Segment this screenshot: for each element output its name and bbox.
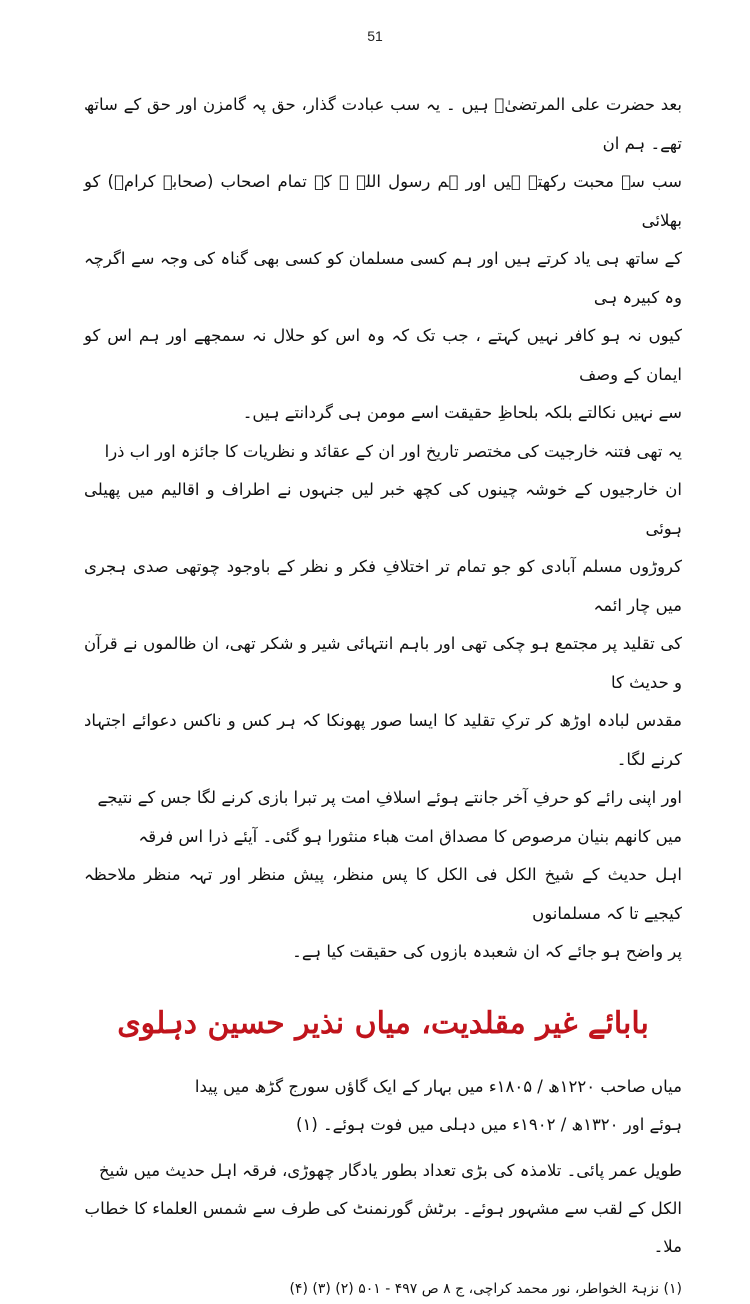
page-number: 51 (367, 28, 383, 44)
text-line: ان خارجیوں کے خوشہ چینوں کی کچھ خبر لیں جنہوں نے اطراف و اقالیم میں پھیلی ہوئی (84, 480, 682, 538)
page-content (84, 86, 682, 1304)
text-line: کی تقلید پر مجتمع ہو چکی تھی اور باہم انتہائی شیر و شکر تھی، ان ظالموں نے قرآن و حدیث کا (84, 634, 682, 692)
text-line: کیوں نہ ہو کافر نہیں کہتے ، جب تک کہ وہ اس کو حلال نہ سمجھے اور ہم اس کو ایمان کے وصف (84, 326, 682, 384)
text-line: کروڑوں مسلم آبادی کو جو تمام تر اختلافِ فکر و نظر کے باوجود چوتھی صدی ہجری میں چار ائمہ (84, 557, 682, 615)
text-line: الکل کے لقب سے مشہور ہوئے۔ برٹش گورنمنٹ کی طرف سے شمس العلماء کا خطاب ملا۔ (84, 1198, 682, 1256)
paragraph-history (84, 433, 682, 972)
paragraph-creed (84, 86, 682, 433)
text-line: ہوئے اور ۱۳۲۰ھ / ۱۹۰۲ء میں دہلی میں فوت ہوئے۔ (۱) (296, 1114, 682, 1134)
text-line: طویل عمر پائی۔ تلامذہ کی بڑی تعداد بطور یادگار چھوڑی، فرقہ اہل حدیث میں شیخ (98, 1160, 682, 1180)
text-line: مقدس لبادہ اوڑھ کر ترکِ تقلید کا ایسا صور پھونکا کہ ہر کس و ناکس دعوائے اجتہاد کرنے لگا۔ (84, 711, 682, 769)
section-heading: بابائے غیر مقلدیت، میاں نذیر حسین دہلوی (117, 1005, 649, 1041)
text-line: پر واضح ہو جائے کہ ان شعبدہ بازوں کی حقیقت کیا ہے۔ (292, 942, 682, 961)
text-line: یہ تھی فتنہ خارجیت کی مختصر تاریخ اور ان کے عقائد و نظریات کا جائزہ اور اب ذرا (104, 441, 682, 461)
paragraph-title (84, 1152, 682, 1266)
text-line: میں کانھم بنیان مرصوص کا مصداق امت هباء منثورا ہو گئی۔ آیئے ذرا اس فرقہ (138, 826, 682, 846)
text-line: بعد حضرت علی المرتضیٰؓ ہیں ۔ یہ سب عبادت گذار، حق پہ گامزن اور حق کے ساتھ تھے۔ ہم ان (84, 95, 682, 153)
text-line: کے ساتھ ہی یاد کرتے ہیں اور ہم کسی مسلمان کو کسی بھی گناہ کی وجہ سے اگرچہ وہ کبیرہ ہی (84, 249, 682, 307)
text-line: میاں صاحب ۱۲۲۰ھ / ۱۸۰۵ء میں بہار کے ایک گاؤں سورج گڑھ میں پیدا (194, 1076, 682, 1096)
text-line: سب سے محبت رکھتے ہیں اور ہم رسول اللہ ﷺ کے تمام اصحاب (صحابۂ کرامؓ) کو بھلائی (84, 172, 682, 230)
text-line: اہل حدیث کے شیخ الکل فی الکل کا پس منظر، پیش منظر اور تہہ منظر ملاحظہ کیجیے تا کہ مسلمانوں (84, 865, 682, 923)
footnote: (۱) نزہۃ الخواطر، نور محمد کراچی، ج ۸ ص ۴۹۷ - ۵۰۱ (۲) (۳) (۴) (289, 1280, 682, 1297)
text-line: اور اپنی رائے کو حرفِ آخر جانتے ہوئے اسلافِ امت پر تبرا بازی کرنے لگا جس کے نتیجے (97, 788, 682, 807)
paragraph-biography (84, 1068, 682, 1144)
text-line: سے نہیں نکالتے بلکہ بلحاظِ حقیقت اسے مومن ہی گردانتے ہیں۔ (242, 403, 682, 422)
